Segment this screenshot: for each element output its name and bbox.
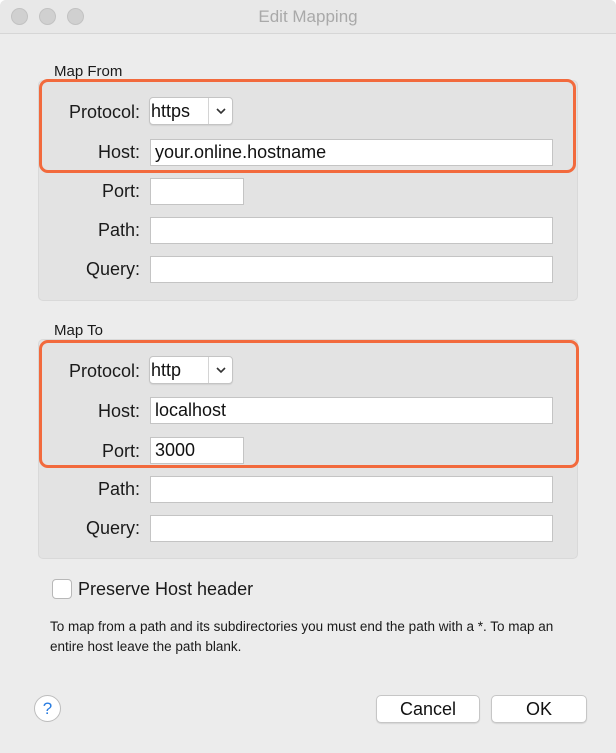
- from-path-label: Path:: [97, 220, 140, 240]
- map-from-highlight: [39, 79, 576, 173]
- map-from-label: Map From: [54, 63, 123, 80]
- from-host-label: Host:: [97, 142, 140, 162]
- to-port-label: Port:: [101, 441, 140, 461]
- from-protocol-value: https: [151, 101, 191, 121]
- to-host-field[interactable]: localhost: [150, 397, 553, 424]
- map-to-highlight: [39, 340, 579, 468]
- preserve-host-checkbox[interactable]: [52, 579, 72, 599]
- from-query-label: Query:: [85, 259, 140, 279]
- to-host-label: Host:: [97, 401, 140, 421]
- ok-button[interactable]: OK: [491, 695, 587, 723]
- to-port-field[interactable]: 3000: [150, 437, 244, 464]
- from-path-field[interactable]: [150, 217, 553, 244]
- to-query-field[interactable]: [150, 515, 553, 542]
- to-protocol-label: Protocol:: [68, 361, 140, 381]
- help-note: To map from a path and its subdirectories you must end the path with a *. To map an entire host leave the path blank.: [50, 619, 554, 654]
- to-path-field[interactable]: [150, 476, 553, 503]
- help-button[interactable]: ?: [34, 695, 61, 722]
- preserve-host-label: Preserve Host header: [78, 579, 254, 599]
- from-protocol-label: Protocol:: [68, 102, 140, 122]
- cancel-button[interactable]: Cancel: [376, 695, 480, 723]
- map-to-label: Map To: [54, 322, 103, 339]
- from-query-field[interactable]: [150, 256, 553, 283]
- from-port-label: Port:: [101, 181, 140, 201]
- from-host-field[interactable]: your.online.hostname: [150, 139, 553, 166]
- title-bar: [0, 0, 616, 34]
- to-path-label: Path:: [97, 479, 140, 499]
- to-query-label: Query:: [85, 518, 140, 538]
- to-protocol-value: http: [151, 360, 182, 380]
- from-port-field[interactable]: [150, 178, 244, 205]
- window-title: Edit Mapping: [258, 7, 358, 26]
